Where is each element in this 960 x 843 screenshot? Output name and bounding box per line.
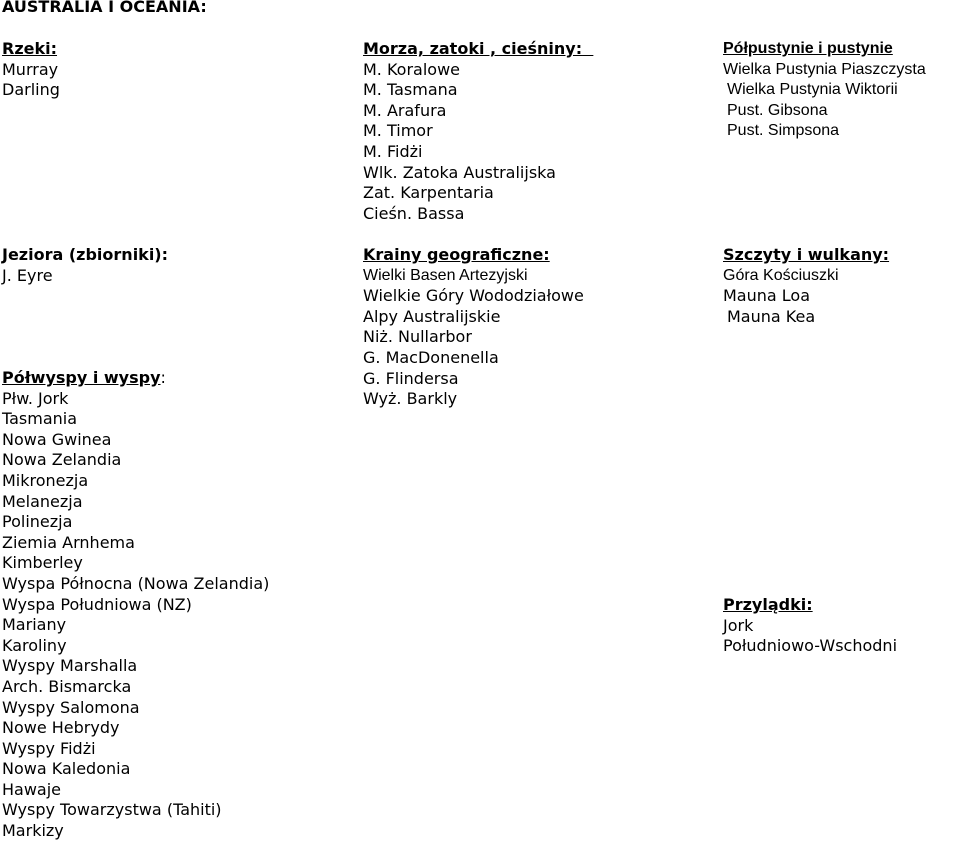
list-item: Cieśn. Bassa (363, 203, 465, 223)
list-item: Wyspy Fidżi (2, 738, 96, 758)
list-item: Wielkie Góry Wododziałowe (363, 286, 584, 306)
list-item: J. Eyre (2, 265, 53, 285)
list-item: Nowa Gwinea (2, 429, 112, 449)
list-item: Wyspa Południowa (NZ) (2, 594, 192, 614)
list-item: Niż. Nullarbor (363, 327, 472, 347)
list-item: G. Flindersa (363, 368, 459, 388)
list-item: Karoliny (2, 635, 67, 655)
capes-section (723, 595, 897, 657)
regions-list (363, 266, 584, 410)
list-item: Mikronezja (2, 470, 89, 490)
list-item: Wyspy Towarzystwa (Tahiti) (2, 800, 222, 820)
list-item: Płw. Jork (2, 388, 69, 408)
list-item: M. Tasmana (363, 80, 458, 100)
list-item: Arch. Bismarcka (2, 676, 132, 696)
list-item: Nowa Zelandia (2, 450, 122, 470)
capes-list (723, 616, 897, 657)
deserts-header: Półpustynie i pustynie (723, 40, 893, 57)
list-item: Wyspa Północna (Nowa Zelandia) (2, 573, 270, 593)
list-item: Mariany (2, 615, 67, 635)
list-item: Alpy Australijskie (363, 306, 501, 326)
list-item: Wielki Basen Artezyjski (363, 266, 528, 284)
list-item: Polinezja (2, 512, 73, 532)
list-item: Wielka Pustynia Wiktorii (727, 81, 898, 99)
list-item: Nowa Kaledonia (2, 759, 131, 779)
list-item: Hawaje (2, 779, 62, 799)
lakes-list (2, 266, 168, 287)
list-item: Wyspy Salomona (2, 697, 140, 717)
list-item: M. Arafura (363, 100, 447, 120)
peaks-header: Szczyty i wulkany: (723, 245, 890, 264)
seas-list (363, 60, 593, 225)
rivers-list (2, 60, 60, 101)
deserts-list (723, 60, 926, 142)
list-item: Wyspy Marshalla (2, 656, 138, 676)
peninsulas-header: Półwyspy i wyspy: (2, 368, 166, 387)
list-item: Kimberley (2, 553, 83, 573)
list-item: Mauna Loa (723, 286, 811, 306)
rivers-section (2, 39, 60, 101)
regions-header: Krainy geograficzne: (363, 245, 550, 264)
list-item: Jork (723, 615, 754, 635)
list-item: Wielka Pustynia Piaszczysta (723, 60, 926, 78)
peaks-section (723, 245, 889, 327)
list-item: Góra Kościuszki (723, 266, 839, 284)
seas-header: Morza, zatoki , cieśniny: (363, 39, 583, 58)
deserts-section (723, 39, 926, 142)
list-item: Pust. Gibsona (727, 101, 828, 119)
list-item: M. Koralowe (363, 59, 461, 79)
list-item: Melanezja (2, 491, 83, 511)
list-item: Nowe Hebrydy (2, 718, 120, 738)
list-item: Ziemia Arnhema (2, 532, 135, 552)
page-title: AUSTRALIA I OCEANIA: (2, 0, 207, 16)
regions-section (363, 245, 584, 410)
list-item: Pust. Simpsona (727, 122, 840, 140)
lakes-section (2, 245, 168, 286)
rivers-header: Rzeki: (2, 39, 58, 58)
list-item: Wyż. Barkly (363, 389, 458, 409)
list-item: Mauna Kea (727, 306, 816, 326)
list-item: G. MacDonenella (363, 347, 499, 367)
list-item: Tasmania (2, 409, 78, 429)
list-item: Murray (2, 59, 59, 79)
list-item: Markizy (2, 821, 64, 841)
list-item: M. Fidżi (363, 141, 423, 161)
peaks-list (723, 266, 889, 328)
capes-header: Przylądki: (723, 595, 813, 614)
list-item: Południowo-Wschodni (723, 636, 898, 656)
list-item: Darling (2, 80, 60, 100)
list-item: Wlk. Zatoka Australijska (363, 162, 556, 182)
seas-section (363, 39, 593, 224)
list-item: M. Timor (363, 121, 433, 141)
list-item: Zat. Karpentaria (363, 183, 494, 203)
peninsulas-list (2, 389, 269, 842)
lakes-header: Jeziora (zbiorniki): (2, 245, 169, 264)
peninsulas-section (2, 368, 269, 842)
